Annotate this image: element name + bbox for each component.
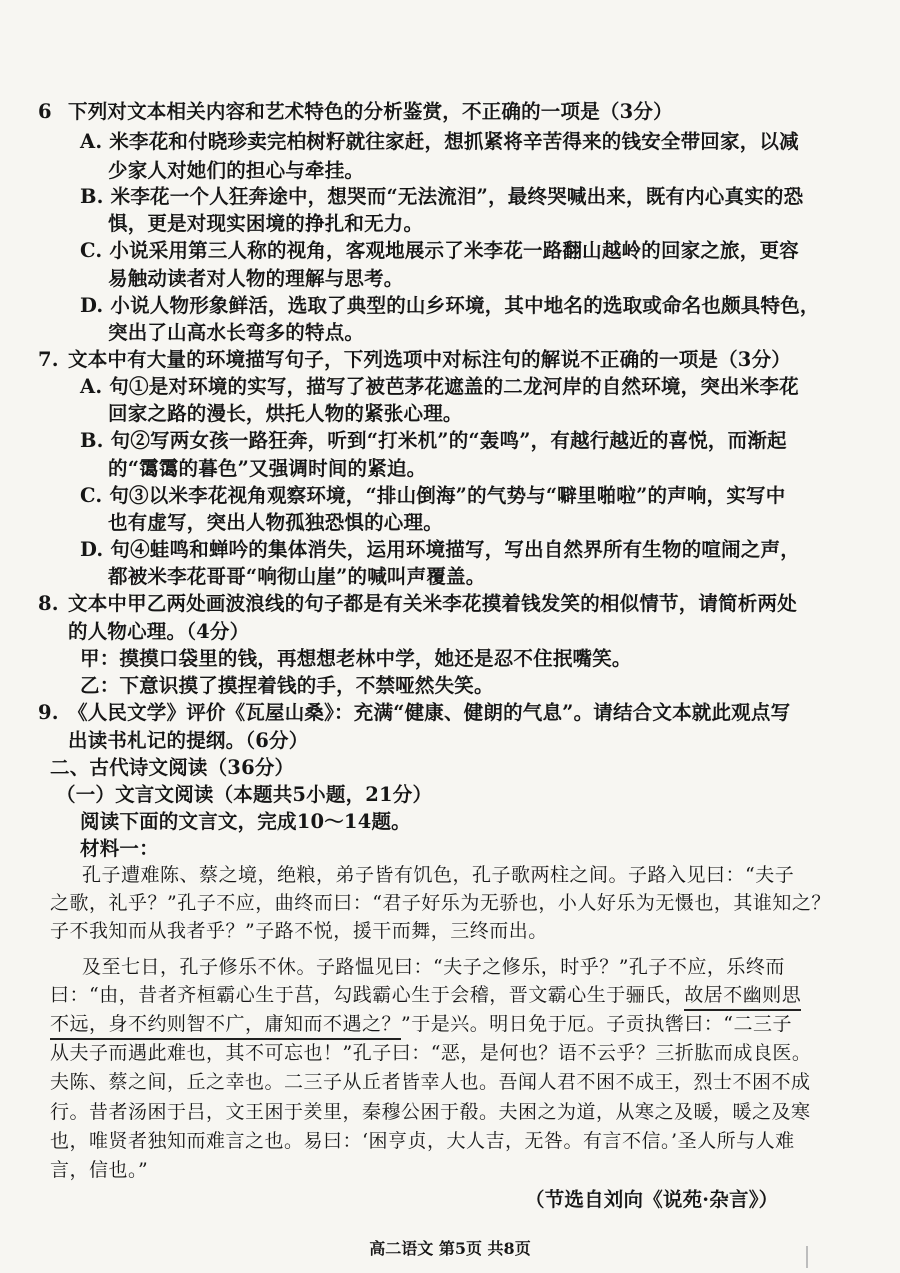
excerpt-jia: 甲：摸摸口袋里的钱，再想想老林中学，她还是忍不住抿嘴笑。 [80,647,632,670]
option-d-line-1: D. 句④蛙鸣和蝉吟的集体消失，运用环境描写，写出自然界所有生物的喧闹之声， [80,538,800,561]
instruction-text: 阅读下面的文言文，完成10～14题。 [80,810,411,833]
subsection-heading: （一）文言文阅读（本题共5小题，21分） [56,783,433,806]
option-c-line-1: C. 句③以米李花视角观察环境，“排山倒海”的气势与“噼里啪啦”的声响，实写中 [80,484,786,507]
section-heading: 二、古代诗文阅读（36分） [50,756,295,779]
material-label: 材料一： [80,837,159,860]
option-a-line-2: 回家之路的漫长，烘托人物的紧张心理。 [108,402,463,425]
passage-line: 也，唯贤者独知而难言之也。易曰：‘困亨贞，大人吉，无咎。有言不信。’圣人所与人难 [50,1130,795,1152]
option-d-line-1: D. 小说人物形象鲜活，选取了典型的山乡环境，其中地名的选取或命名也颇具特色， [80,294,820,317]
question-8-stem: 8. 文本中甲乙两处画波浪线的句子都是有关米李花摸着钱发笑的相似情节，请简析两处 [38,592,797,615]
passage-line: 从夫子而遇此难也，其不可忘也！”孔子曰：“恶，是何也？语不云乎？三折肱而成良医。 [50,1042,812,1064]
source-citation: （节选自刘向《说苑·杂言》） [525,1188,779,1211]
underlined-sentence: 故居不幽则思 [684,984,801,1011]
passage-line: 及至七日，孔子修乐不休。子路愠见曰：“夫子之修乐，时乎？”孔子不应，乐终而 [82,956,785,978]
question-number: 6 [38,100,52,123]
question-6-stem: 6 下列对文本相关内容和艺术特色的分析鉴赏，不正确的一项是（3分） [38,100,673,123]
page-footer: 高二语文 第5页 共8页 [369,1239,531,1258]
option-b-line-2: 惧，更是对现实困境的挣扎和无力。 [108,212,424,235]
question-8-stem-line-2: 的人物心理。（4分） [68,620,250,643]
question-number: 7. [38,348,59,371]
option-a-line-1: A. 句①是对环境的实写，描写了被芭茅花遮盖的二龙河岸的自然环境，突出米李花 [80,375,799,398]
excerpt-yi: 乙：下意识摸了摸捏着钱的手，不禁哑然失笑。 [80,674,494,697]
passage-line: 子不我知而从我者乎？”子路不悦，援干而舞，三终而出。 [50,920,548,942]
option-d-line-2: 都被米李花哥哥“响彻山崖”的喊叫声覆盖。 [108,565,486,588]
question-number: 9. [38,701,59,724]
option-b-line-1: B. 米李花一个人狂奔途中，想哭而“无法流泪”，最终哭喊出来，既有内心真实的恐 [80,185,804,208]
option-c-line-1: C. 小说采用第三人称的视角，客观地展示了米李花一路翻山越岭的回家之旅，更容 [80,239,799,262]
option-a-line-2: 少家人对她们的担心与牵挂。 [108,159,365,182]
passage-line: 言，信也。” [50,1159,149,1181]
option-b-line-2: 的“霭霭的暮色”又强调时间的紧迫。 [108,457,427,480]
option-a-line-1: A. 米李花和付晓珍卖完柏树籽就往家赶，想抓紧将辛苦得来的钱安全带回家，以减 [80,130,799,153]
underlined-sentence: 不远，身不约则智不广，庸知而不遇之？ [50,1013,401,1040]
passage-line: 夫陈、蔡之间，丘之幸也。二三子从丘者皆幸人也。吾闻人君不困不成王，烈士不困不成 [50,1071,811,1093]
passage-line: 曰：“由，昔者齐桓霸心生于莒，勾践霸心生于会稽，晋文霸心生于骊氏，故居不幽则思 [50,986,801,1005]
scan-artifact [806,1246,808,1268]
question-number: 8. [38,592,59,615]
option-c-line-2: 也有虚写，突出人物孤独恐惧的心理。 [108,511,443,534]
question-9-stem: 9. 《人民文学》评价《瓦屋山桑》：充满“健康、健朗的气息”。请结合文本就此观点写 [38,701,791,724]
option-c-line-2: 易触动读者对人物的理解与思考。 [108,267,404,290]
passage-line: 行。昔者汤困于吕，文王困于羑里，秦穆公困于殽。夫困之为道，从寒之及暖，暖之及寒 [50,1101,811,1123]
question-7-stem: 7. 文本中有大量的环境描写句子，下列选项中对标注句的解说不正确的一项是（3分） [38,348,791,371]
passage-line: 之歌，礼乎？”孔子不应，曲终而曰：“君子好乐为无骄也，小人好乐为无慑也，其谁知之？ [50,892,831,914]
passage-line: 孔子遭难陈、蔡之境，绝粮，弟子皆有饥色，孔子歌两柱之间。子路入见曰：“夫子 [82,864,795,886]
question-9-stem-line-2: 出读书札记的提纲。（6分） [68,729,309,752]
option-b-line-1: B. 句②写两女孩一路狂奔，听到“打米机”的“轰鸣”，有越行越近的喜悦，而渐起 [80,429,787,452]
option-d-line-2: 突出了山高水长弯多的特点。 [108,321,365,344]
passage-line: 不远，身不约则智不广，庸知而不遇之？”于是兴。明日免于厄。子贡执辔曰：“二三子 [50,1015,792,1034]
